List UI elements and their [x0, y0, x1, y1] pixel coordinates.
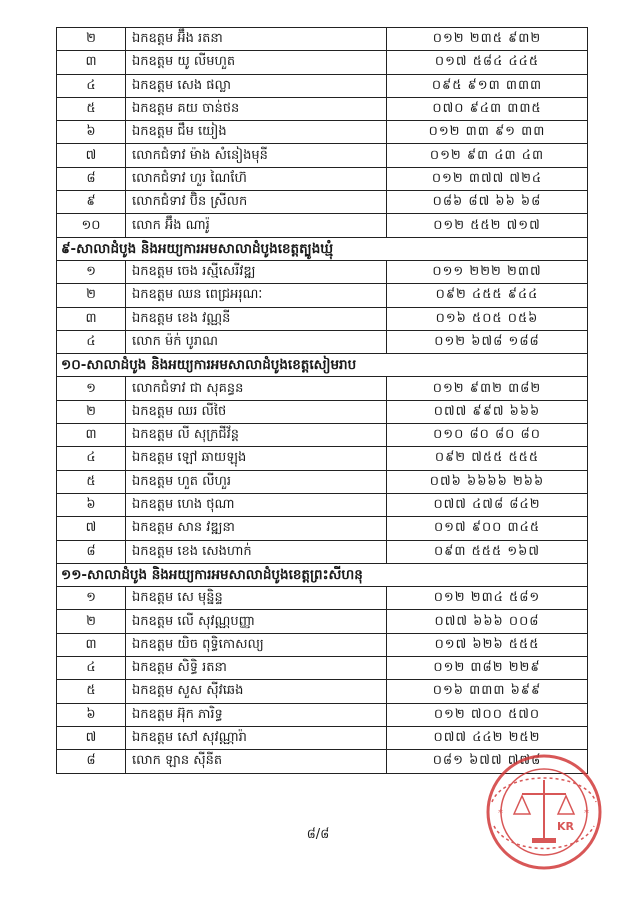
table-row: [57, 51, 588, 74]
row-number: ១: [57, 260, 126, 283]
row-number: ៧: [57, 726, 126, 749]
phone-number: ០៩៣ ៥៥៥ ១៦៧: [387, 540, 588, 563]
person-name: ឯកឧត្តម សួស ស៊ីវឆេង: [126, 680, 387, 703]
row-number: ៣: [57, 51, 126, 74]
table-row: [57, 633, 588, 656]
phone-number: ០៧៧ ៦៦៦ ០០៨: [387, 610, 588, 633]
table-row: [57, 191, 588, 214]
svg-text:*: *: [498, 808, 503, 819]
row-number: ៨: [57, 167, 126, 190]
person-name: ឯកឧត្តម សេង ផល្លា: [126, 74, 387, 97]
person-name: ឯកឧត្តម ហេង ថុណា: [126, 493, 387, 516]
row-number: ៦: [57, 493, 126, 516]
row-number: ៥: [57, 97, 126, 120]
table-row: [57, 610, 588, 633]
row-number: ៥: [57, 680, 126, 703]
phone-number: ០១២ ២៣៥ ៩៣២: [387, 28, 588, 51]
official-seal: [484, 752, 604, 872]
svg-text:*: *: [584, 808, 589, 819]
table-row: [57, 74, 588, 97]
person-name: ឯកឧត្តម ជឹម យៀង: [126, 121, 387, 144]
table-row: [57, 657, 588, 680]
row-number: ៧: [57, 144, 126, 167]
table-row: [57, 97, 588, 120]
person-name: ឯកឧត្តម អ៊ឹង រតនា: [126, 28, 387, 51]
phone-number: ០៧៧ ៤៧៨ ៨៤២: [387, 493, 588, 516]
table-row: [57, 470, 588, 493]
person-name: ឯកឧត្តម ហួត លីហួរ: [126, 470, 387, 493]
row-number: ១: [57, 587, 126, 610]
phone-number: ០១២ ៣៣ ៩១ ៣៣: [387, 121, 588, 144]
row-number: ៣: [57, 424, 126, 447]
table-row: [57, 587, 588, 610]
person-name: ឯកឧត្តម អ៊ុក ភារិទ្ធ: [126, 703, 387, 726]
table-row: [57, 703, 588, 726]
section-title: ១១-សាលាដំបូង និងអយ្យការអមសាលាដំបូងខេត្តព្រះសីហនុ: [57, 563, 588, 586]
person-name: ឯកឧត្តម យូ លីមហួត: [126, 51, 387, 74]
table-row: [57, 28, 588, 51]
phone-number: ០១៧ ៩០០ ៣៤៥: [387, 517, 588, 540]
phone-number: ០១២ ៥៥២ ៧១៧: [387, 214, 588, 237]
person-name: លោក ឡាន ស៊ីនីត: [126, 750, 387, 773]
row-number: ៤: [57, 330, 126, 353]
phone-number: ០៩៥ ៩១៣ ៣៣៣: [387, 74, 588, 97]
person-name: ឯកឧត្តម ខេង វណ្ណនី: [126, 307, 387, 330]
person-name: ឯកឧត្តម ឈន ពេជ្រអរុណៈ: [126, 284, 387, 307]
person-name: ឯកឧត្តម សេ មុន្និន្ទ: [126, 587, 387, 610]
phone-number: ០១៧ ៦២៦ ៥៥៥: [387, 633, 588, 656]
section-title: ៩-សាលាដំបូង និងអយ្យការអមសាលាដំបូងខេត្តត្បូងឃ្មុំ: [57, 237, 588, 260]
phone-number: ០១៦ ៣៣៣ ៦៩៩: [387, 680, 588, 703]
phone-number: ០១២ ៩៣២ ៣៨២: [387, 377, 588, 400]
phone-number: ០១២ ៧០០ ៥៧០: [387, 703, 588, 726]
section-header-row: [57, 354, 588, 377]
row-number: ៤: [57, 657, 126, 680]
person-name: ឯកឧត្តម សិទ្ធិ រតនា: [126, 657, 387, 680]
person-name: លោកជំទាវ ហួរ ណៃហ៊ែ: [126, 167, 387, 190]
phone-number: ០៩២ ៧៥៥ ៥៥៥: [387, 447, 588, 470]
row-number: ៨: [57, 750, 126, 773]
row-number: ២: [57, 284, 126, 307]
contacts-table: [56, 27, 588, 774]
row-number: ១០: [57, 214, 126, 237]
person-name: ឯកឧត្តម ឡៅ ឆាយឡុង: [126, 447, 387, 470]
table-row: [57, 284, 588, 307]
table-row: [57, 121, 588, 144]
table-row: [57, 307, 588, 330]
section-header-row: [57, 563, 588, 586]
phone-number: ០៧៦ ៦៦៦៦ ២៦៦: [387, 470, 588, 493]
phone-number: ០៧៧ ៤៤២ ២៥២: [387, 726, 588, 749]
table-row: [57, 167, 588, 190]
table-row: [57, 447, 588, 470]
phone-number: ០៧៧ ៩៩៧ ៦៦៦: [387, 400, 588, 423]
phone-number: ០៩២ ៤៥៥ ៩៤៤: [387, 284, 588, 307]
person-name: លោកជំទាវ ជា សុគន្ធន: [126, 377, 387, 400]
row-number: ៦: [57, 121, 126, 144]
person-name: ឯកឧត្តម សៅ សុវណ្ណារ៉ា: [126, 726, 387, 749]
phone-number: ០១២ ៩៣ ៤៣ ៤៣: [387, 144, 588, 167]
seal-text: KR: [557, 820, 574, 833]
phone-number: ០១៧ ៥៨៤ ៤៤៥: [387, 51, 588, 74]
row-number: ២: [57, 28, 126, 51]
phone-number: ០១៦ ៥០៥ ០៥៦: [387, 307, 588, 330]
table-row: [57, 680, 588, 703]
table-row: [57, 260, 588, 283]
document-page: [56, 27, 588, 774]
phone-number: ០១២ ៣៧៧ ៧២៤: [387, 167, 588, 190]
table-row: [57, 726, 588, 749]
row-number: ៧: [57, 517, 126, 540]
person-name: ឯកឧត្តម ចេង រស្មីសេរីវឌ្ឍ: [126, 260, 387, 283]
table-row: [57, 144, 588, 167]
phone-number: ០១២ ២៣៤ ៥៨១: [387, 587, 588, 610]
row-number: ៦: [57, 703, 126, 726]
phone-number: ០៨១ ៦៧៧ ៧៧៨: [387, 750, 588, 773]
phone-number: ០៧០ ៩៤៣ ៣៣៥: [387, 97, 588, 120]
person-name: ឯកឧត្តម សាន វឌ្ឍនា: [126, 517, 387, 540]
row-number: ៨: [57, 540, 126, 563]
table-row: [57, 400, 588, 423]
row-number: ៤: [57, 74, 126, 97]
section-title: ១០-សាលាដំបូង និងអយ្យការអមសាលាដំបូងខេត្តសៀមរាប: [57, 354, 588, 377]
person-name: លោក ម៉ក់ បូរាណ: [126, 330, 387, 353]
phone-number: ០១២ ៣៨២ ២២៩: [387, 657, 588, 680]
table-row: [57, 493, 588, 516]
table-row: [57, 517, 588, 540]
person-name: ឯកឧត្តម លើ សុវណ្ណបញ្ញា: [126, 610, 387, 633]
contacts-table-body: [57, 28, 588, 774]
phone-number: ០១២ ៦៧៨ ១៨៨: [387, 330, 588, 353]
table-row: [57, 214, 588, 237]
person-name: លោក អ៊ឹង ណារ៉ូ: [126, 214, 387, 237]
person-name: លោកជំទាវ ប៊ិន ស្រីលក: [126, 191, 387, 214]
phone-number: ០១០ ៨០ ៨០ ៨០: [387, 424, 588, 447]
table-row: [57, 424, 588, 447]
person-name: លោកជំទាវ ម៉ាង សំនៀងមុនី: [126, 144, 387, 167]
person-name: ឯកឧត្តម គយ ចាន់ថន: [126, 97, 387, 120]
row-number: ២: [57, 610, 126, 633]
table-row: [57, 330, 588, 353]
row-number: ៣: [57, 633, 126, 656]
table-row: [57, 540, 588, 563]
page-number: ៨/៨: [306, 827, 330, 842]
row-number: ៣: [57, 307, 126, 330]
person-name: ឯកឧត្តម លី សុក្រជីវ័ន្ត: [126, 424, 387, 447]
person-name: ឯកឧត្តម ឈរ លីថៃ: [126, 400, 387, 423]
person-name: ឯកឧត្តម ខេង សេងហាក់: [126, 540, 387, 563]
phone-number: ០១១ ២២២ ២៣៧: [387, 260, 588, 283]
table-row: [57, 377, 588, 400]
row-number: ៤: [57, 447, 126, 470]
section-header-row: [57, 237, 588, 260]
phone-number: ០៨៦ ៨៧ ៦៦ ៦៨: [387, 191, 588, 214]
row-number: ៩: [57, 191, 126, 214]
person-name: ឯកឧត្តម យិច ពុទ្ធិកោសល្យ: [126, 633, 387, 656]
row-number: ២: [57, 400, 126, 423]
row-number: ៥: [57, 470, 126, 493]
row-number: ១: [57, 377, 126, 400]
